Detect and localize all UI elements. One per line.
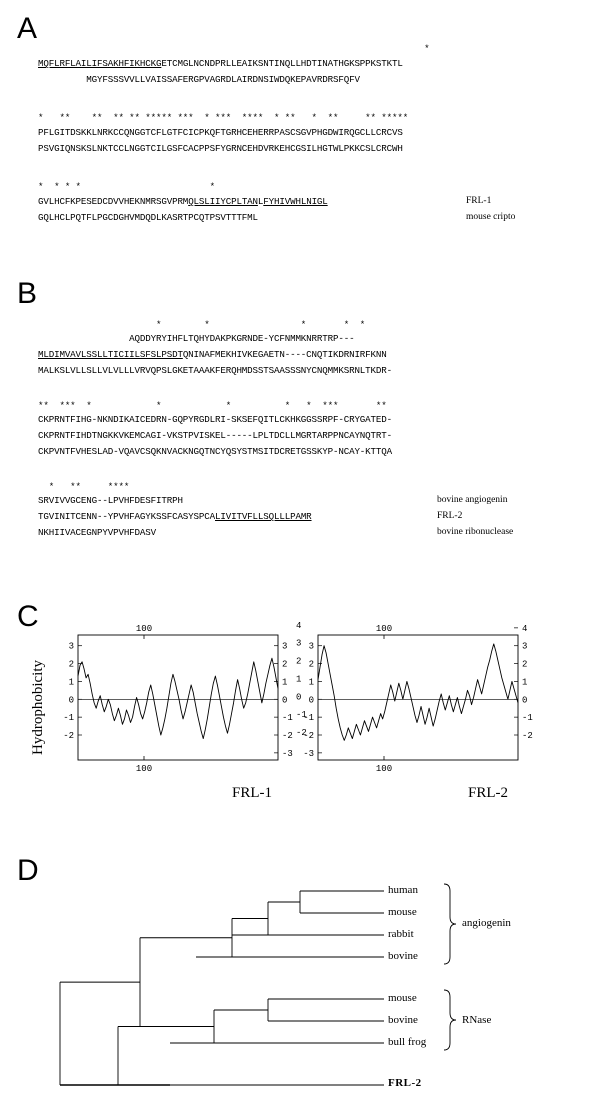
plot-title-frl1: FRL-1 [232,785,273,801]
tm-domain-frl1-b: FYHIVWHLNIGL [263,196,328,207]
svg-text:1: 1 [296,674,302,685]
svg-text:2: 2 [522,659,528,670]
panel-b-block3-stars: * ** **** [38,481,130,492]
svg-text:2: 2 [296,656,302,667]
panel-c [0,600,603,830]
svg-text:-2: -2 [282,731,293,741]
panel-b-block1-line1-post: QNINAFMEKHIVKEGAETN----CNQTIKDRNIRFKNN [182,349,387,360]
panel-b-block2-line1: CKPRNTFIHG-NKNDIKAICEDRN-GQPYRGDLRI-SKSEFQITLCKHKGGSSRPF-CRYGATED- [38,414,392,425]
panel-a-block3 [38,196,328,207]
svg-text:3: 3 [522,641,528,652]
tree-leaf-mouse-ang: mouse [388,906,417,918]
tree-leaf-bull-frog: bull frog [388,1036,427,1048]
panel-d-letter: D [17,854,39,887]
panel-b-block1-stars: * * * * * [38,319,366,330]
svg-text:-1: -1 [296,710,307,721]
panel-b-block3-line2-pre: TGVINITCENN--YPVHFAGYKSSFCASYSPCA [38,511,215,522]
svg-text:4: 4 [296,620,302,631]
svg-text:-1: -1 [522,713,533,724]
panel-b-label-angiogenin: bovine angiogenin [437,495,508,505]
tree-group-rnase: RNase [462,1014,492,1026]
panel-a-block1-stars: * [38,43,430,54]
svg-text:2: 2 [308,659,314,670]
panel-b-block1-line1 [38,349,387,360]
svg-text:1: 1 [282,677,288,688]
panel-b-label-ribonuclease: bovine ribonuclease [437,527,514,537]
panel-a-block2-line1: PFLGITDSKKLNRKCCQNGGTCFLGTFCICPKQFTGRHCEHERRPASCSGVPHGDWIRQGCLLCRCVS [38,127,403,138]
tree-leaf-bovine-rnase: bovine [388,1014,418,1026]
panel-b-block3-line3: NKHIIVACEGNPYVPVHFDASV [38,527,156,538]
svg-text:-2: -2 [303,731,314,741]
svg-text:-2: -2 [63,731,74,741]
tree-group-angiogenin: angiogenin [462,917,511,929]
panel-b-block3-line2 [38,511,312,522]
panel-a-label-frl1: FRL-1 [466,196,492,206]
svg-text:0: 0 [522,695,528,706]
svg-text:100: 100 [375,624,393,634]
panel-b-block2-stars: ** *** * * * * * *** ** [38,400,387,411]
svg-text:3: 3 [308,641,314,652]
svg-text:3: 3 [68,641,74,652]
plot-title-frl2: FRL-2 [468,785,509,801]
svg-text:100: 100 [135,624,153,634]
hydrophobicity-plots [0,600,603,830]
svg-text:-1: -1 [63,713,74,724]
svg-text:4: 4 [522,623,528,634]
panel-a-letter: A [17,12,38,45]
svg-text:0: 0 [282,695,288,706]
panel-b-label-frl2: FRL-2 [437,511,463,521]
svg-text:3: 3 [296,638,302,649]
svg-text:100: 100 [135,764,153,774]
svg-text:-2: -2 [522,731,533,741]
panel-b-block2-line2: CKPRNTFIHDTNGKKVKEMCAGI-VKSTPVISKEL-----LPLTDCLLMGRTARPPNCAYNQTRT- [38,430,392,441]
svg-text:-2: -2 [296,728,307,738]
panel-a-block1-line1-post: ETCMGLNCNDPRLLEAIKSNTINQLLHDTINATHGKSPPKSTKTL [161,58,403,69]
svg-text:0: 0 [308,695,314,706]
panel-a-label-cripto: mouse cripto [466,212,516,222]
svg-text:2: 2 [282,659,288,670]
panel-b-letter: B [17,277,38,310]
panel-b-block1-line2: MALKSLVLLSLLVLVLLLVRVQPSLGKETAAAKFERQHMDSSTSAASSSNYCNQMMKSRNLTKDR- [38,365,392,376]
panel-b-block1-line0: AQDDYRYIHFLTQHYDAKPKGRNDE-YCFNMMKNRRTRP--- [38,333,355,344]
tree-leaf-human: human [388,884,418,896]
panel-a-block1 [38,58,403,69]
panel-d [0,840,603,1113]
svg-text:1: 1 [522,677,528,688]
panel-a-block2-line2: PSVGIQNSKSLNKTCCLNGGTCILGSFCACPPSFYGRNCEHDVRKEHCGSILHGTWLPKKCSLCRCWH [38,143,403,154]
tree-leaf-bovine-ang: bovine [388,950,418,962]
svg-text:1: 1 [308,677,314,688]
svg-text:100: 100 [375,764,393,774]
svg-text:2: 2 [68,659,74,670]
tm-domain-frl1-a: QLSLIIYCPLTAN [188,196,258,207]
panel-a-block3-stars: * * * * * [38,181,215,192]
tree-leaf-mouse-rnase: mouse [388,992,417,1004]
svg-text:0: 0 [296,692,302,703]
panel-c-ylabel: Hydrophobicity [30,660,46,755]
panel-a-block2-stars: * ** ** ** ** ***** *** * *** **** * ** * ** ** ***** [38,112,409,123]
panel-b-block2-line3: CKPVNTFVHESLAD-VQAVCSQKNVACKNGQTNCYQSYSTMSITDCRETGSSKYP-NCAY-KTTQA [38,446,392,457]
tree-leaf-rabbit: rabbit [388,928,414,940]
panel-b-block3-line1: SRVIVVGCENG--LPVHFDESFITRPH [38,495,183,506]
svg-text:3: 3 [282,641,288,652]
panel-a-block3-line1-mid: L [257,196,264,207]
signal-peptide-frl2: MLDIMVAVLSSLLTICIILSFSLPSDT [38,349,183,360]
svg-text:1: 1 [68,677,74,688]
panel-c-letter: C [17,600,39,633]
tm-domain-frl2: LIVITVFLLSQLLLPAMR [215,511,312,522]
panel-a-block3-line1-pre: GVLHCFKPESEDCDVVHEKNMRSGVPRM [38,196,189,207]
svg-text:-3: -3 [282,748,293,759]
tree-leaf-frl2: FRL-2 [388,1077,422,1089]
signal-peptide-frl1: MQFLRFLAILIFSAKHFIKHCKG [38,58,162,69]
svg-text:0: 0 [68,695,74,706]
panel-a-block1-line2: MGYFSSSVVLLVAISSAFERGPVAGRDLAIRDNSIWDQKEPAVRDRSFQFV [38,74,360,85]
panel-a-block3-line2: GQLHCLPQTFLPGCDGHVMDQDLKASRTPCQTPSVTTTFML [38,212,258,223]
phylogenetic-tree [0,840,603,1113]
svg-text:-1: -1 [282,713,293,724]
svg-text:-3: -3 [303,748,314,759]
svg-text:-1: -1 [303,713,314,724]
